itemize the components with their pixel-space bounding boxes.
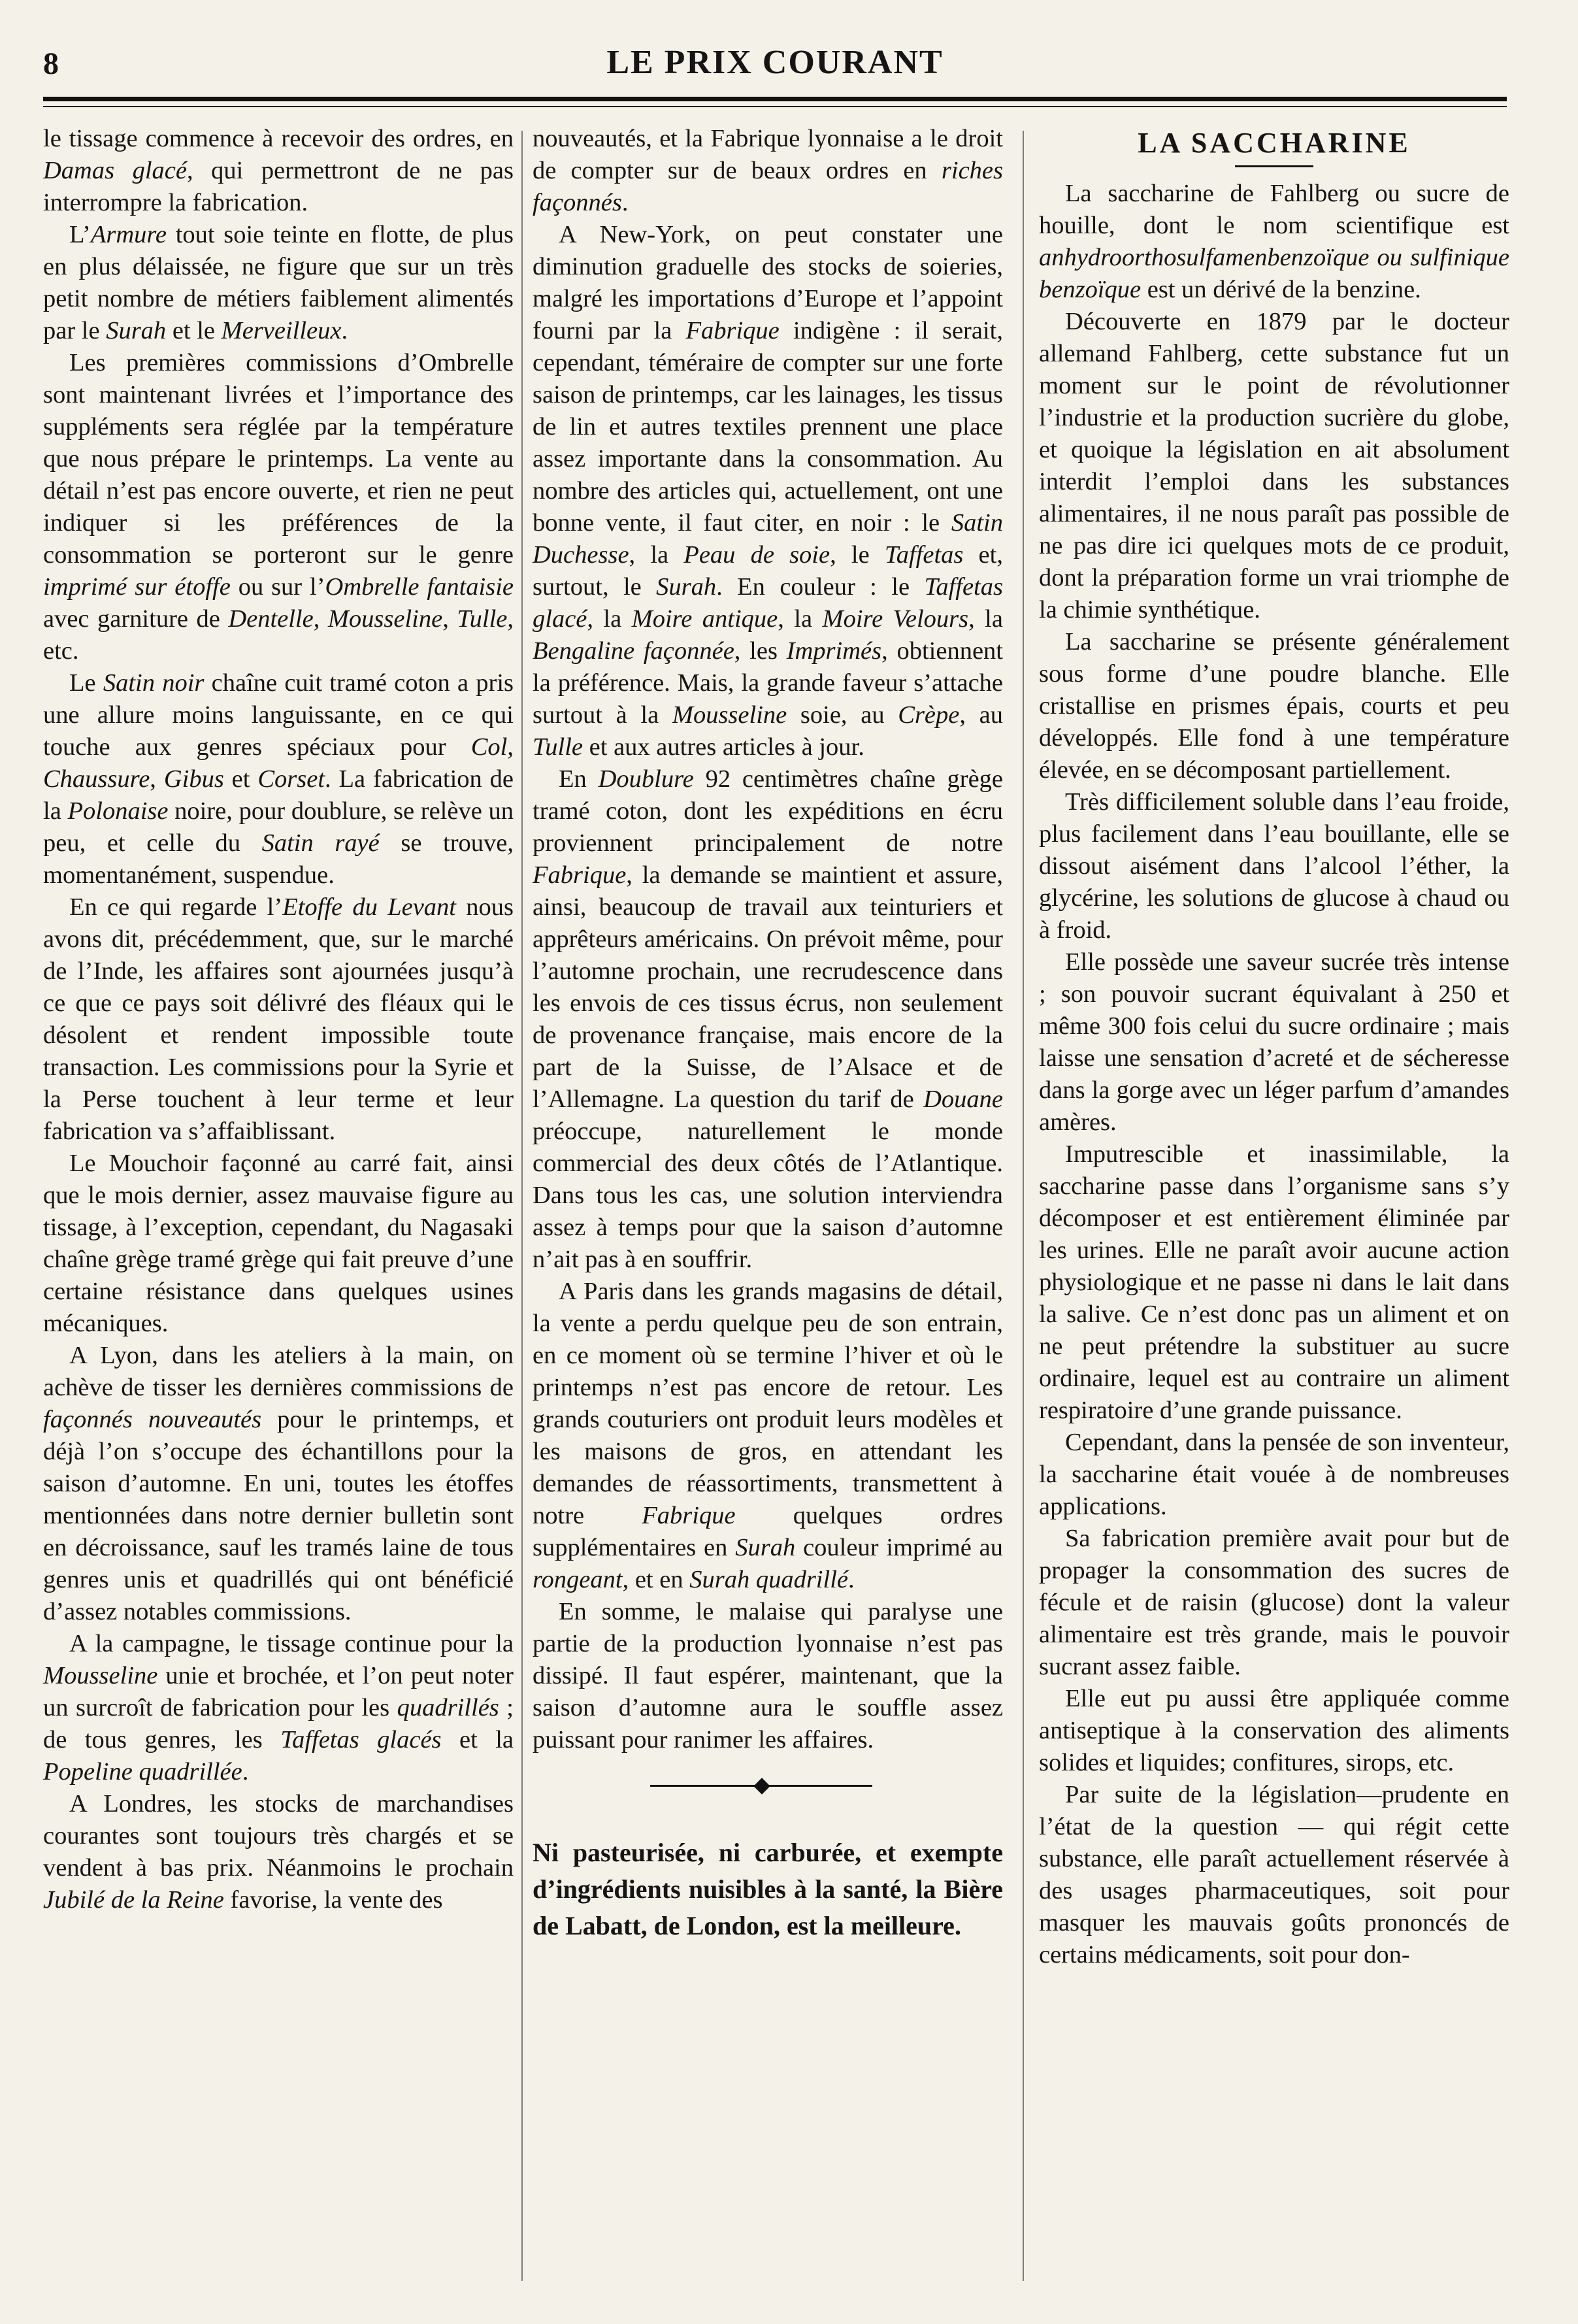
text-run: est un dérivé de la benzine. — [1141, 276, 1421, 303]
journal-title: LE PRIX COURANT — [606, 44, 944, 81]
italic-term: Jubilé de la Reine — [43, 1886, 224, 1914]
text-run: pour le printemps, et déjà l’on s’occupe des échantillons pour la saison d’automne. En uni, toutes les étoffes mentionnées dans notre dernier bulletin sont en décroissance, sauf les tramés laine de tous genres unis et quadrillés qui ont bénéficié d’assez notables commissions. — [43, 1406, 514, 1625]
text-run: avec garniture de — [43, 605, 229, 633]
text-run: Par suite de la législation—prudente en l’état de la question — qui régit cette substance, elle paraît actuellement réservée à des usages pharmaceutiques, soit pour masquer les mauvais goûts prononcés de certains médicaments, soit pour don- — [1039, 1781, 1509, 1968]
italic-term: façonnés nouveautés — [43, 1406, 262, 1433]
page-number: 8 — [43, 46, 59, 81]
paragraph — [1039, 306, 1509, 626]
header-rule-thin — [43, 106, 1507, 107]
italic-term: Armure — [90, 221, 167, 248]
paragraph — [1039, 1779, 1509, 1971]
text-run: Imputrescible et inassimilable, la saccharine passe dans l’organisme sans s’y décomposer et est entièrement éliminée par les urines. Elle ne paraît avoir aucune action physiologique et ne passe ni dans le lait dans la salive. Ce n’est donc pas un aliment et on ne peut prétendre la substituer au sucre ordinaire, lequel est au contraire un aliment respiratoire d’une grande puissance. — [1039, 1140, 1509, 1424]
text-run: . — [242, 1758, 249, 1785]
text-run: tout soie teinte en flotte, de plus en plus délaissée, ne figure que sur un très petit nombre de métiers faiblement alimentés par le — [43, 221, 514, 344]
paragraph — [533, 763, 1003, 1276]
text-run: La saccharine de Fahlberg ou sucre de houille, dont le nom scientifique est — [1039, 180, 1509, 239]
text-run: et aux autres articles à jour. — [583, 733, 864, 761]
text-run: favorise, la vente des — [223, 1886, 443, 1914]
italic-term: Ombrelle fantaisie — [325, 573, 514, 601]
text-run: et la — [441, 1726, 514, 1753]
paragraph — [43, 347, 514, 667]
text-run: 92 centimètres chaîne grège tramé coton, dont les expéditions en écru proviennent principalement de notre — [533, 765, 1003, 857]
title-rule — [1235, 165, 1313, 167]
text-run: . — [848, 1566, 855, 1593]
text-run: indigène : il serait, cependant, téméraire de compter sur une forte saison de printemps, car les lainages, les tissus de lin et autres textiles prennent une place assez importante dans la consommation. Au nombre des articles qui, actuellement, ont une bonne vente, il faut citer, en noir : le — [533, 317, 1003, 537]
text-run: , obtiennent la préférence. Mais, la grande faveur s’attache surtout à la — [533, 637, 1003, 729]
paragraph — [533, 1276, 1003, 1596]
paragraph — [43, 1788, 514, 1916]
text-run: La saccharine se présente généralement sous forme d’une poudre blanche. Elle cristallise en prismes épais, courts et peu développés. Elle fond à une température élevée, en se décomposant partiellement. — [1039, 628, 1509, 784]
article-body — [1039, 178, 1509, 1971]
italic-term: Mousseline — [43, 1662, 158, 1689]
text-run: En — [559, 765, 599, 793]
italic-term: Peau de soie — [683, 541, 830, 569]
text-run: . — [621, 189, 629, 216]
italic-term: Douane — [923, 1086, 1003, 1113]
text-run: et — [223, 765, 258, 793]
ornamental-divider — [533, 1763, 1003, 1808]
text-run: se trouve, momentanément, suspendue. — [43, 829, 514, 889]
italic-term: Satin noir — [103, 669, 205, 697]
text-run: A New-York, on peut constater une diminution graduelle des stocks de soieries, malgré les importations d’Europe et l’appoint fourni par la — [533, 221, 1003, 344]
paragraph — [533, 219, 1003, 763]
page-header — [43, 39, 1507, 91]
text-run: , la — [968, 605, 1003, 633]
text-run: Cependant, dans la pensée de son inventeur, la saccharine était vouée à de nombreuses applications. — [1039, 1429, 1509, 1520]
italic-term: Taffetas glacé — [533, 573, 1003, 633]
italic-term: Bengaline façonnée — [533, 637, 734, 665]
text-run: . — [341, 317, 348, 344]
article-title: LA SACCHARINE — [1138, 127, 1411, 159]
italic-term: Surah quadrillé — [689, 1566, 848, 1593]
text-run: chaîne cuit tramé coton a pris une allure moins languissante, en ce qui touche aux genres spéciaux pour — [43, 669, 514, 761]
text-run: Elle possède une saveur sucrée très intense ; son pouvoir sucrant équivalant à 250 et même 300 fois celui du sucre ordinaire ; mais laisse une sensation d’acreté et de sécheresse dans la gorge avec un léger parfum d’amandes amères. — [1039, 948, 1509, 1136]
italic-term: Moire Velours — [822, 605, 969, 633]
text-run: , au — [959, 701, 1004, 729]
italic-term: Mousseline — [672, 701, 787, 729]
text-run: , — [442, 605, 457, 633]
italic-term: Tulle — [533, 733, 584, 761]
italic-term: riches façonnés — [533, 157, 1003, 216]
paragraph — [43, 123, 514, 219]
paragraph — [1039, 1427, 1509, 1523]
italic-term: Fabrique — [533, 861, 627, 889]
column-separator — [521, 131, 523, 2281]
italic-term: Satin rayé — [261, 829, 380, 857]
column-3 — [1039, 123, 1509, 1971]
beer-advertisement: Ni pasteurisée, ni carburée, et exempte d’ingrédients nuisibles à la santé, la Bière de Labatt, de London, est la meilleure. — [533, 1838, 1003, 1940]
text-run: Très difficilement soluble dans l’eau froide, plus facilement dans l’eau bouillante, elle se dissout aisément dans l’alcool l’éther, la glycérine, les solutions de glucose à chaud ou à froid. — [1039, 788, 1509, 944]
divider-diamond-icon — [753, 1778, 770, 1794]
text-run: le tissage commence à recevoir des ordres, en — [43, 125, 514, 152]
text-run: A Lyon, dans les ateliers à la main, on achève de tisser les dernières commissions de — [43, 1342, 514, 1401]
italic-term: Taffetas glacés — [280, 1726, 442, 1753]
italic-term: Mousseline — [327, 605, 443, 633]
text-run: Elle eut pu aussi être appliquée comme antiseptique à la conservation des aliments solides et liquides; confitures, sirops, etc. — [1039, 1685, 1509, 1776]
text-run: En somme, le malaise qui paralyse une partie de la production lyonnaise n’est pas dissipé. Il faut espérer, maintenant, que la saison d’automne aura le souffle assez puissant pour ranimer les affaires. — [533, 1598, 1003, 1753]
italic-term: rongeant — [533, 1566, 623, 1593]
italic-term: Polonaise — [67, 797, 169, 825]
italic-term: Tulle — [457, 605, 508, 633]
italic-term: Surah — [656, 573, 717, 601]
paragraph — [43, 219, 514, 347]
italic-term: Fabrique — [685, 317, 780, 344]
italic-term: Dentelle — [228, 605, 314, 633]
paragraph — [43, 1148, 514, 1340]
italic-term: imprimé sur étoffe — [43, 573, 231, 601]
text-run: . La fabrication de la — [43, 765, 514, 825]
text-run: , — [150, 765, 164, 793]
text-run: Le — [69, 669, 103, 697]
column-2-text — [533, 123, 1003, 1756]
paragraph — [43, 891, 514, 1148]
italic-term: Moire antique — [631, 605, 778, 633]
italic-term: Popeline quadrillée — [43, 1758, 242, 1785]
text-run: quelques ordres supplémentaires en — [533, 1502, 1003, 1561]
italic-term: Satin Duchesse — [533, 509, 1003, 569]
italic-term: anhydroorthosulfamenbenzoïque ou sulfinique benzoïque — [1039, 244, 1509, 303]
text-run: Les premières commissions d’Ombrelle sont maintenant livrées et l’importance des suppléments sera réglée par la température que nous prépare le printemps. La vente au détail n’est pas encore ouverte, et rien ne peut indiquer si les préférences de la consommation se porteront sur le genre — [43, 349, 514, 569]
paragraph — [1039, 786, 1509, 946]
italic-term: Fabrique — [642, 1502, 736, 1529]
italic-term: Merveilleux — [221, 317, 342, 344]
text-run: couleur imprimé au — [795, 1534, 1004, 1561]
column-2 — [533, 123, 1003, 1944]
text-run: nous avons dit, précédemment, que, sur le marché de l’Inde, les affaires sont ajournées jusqu’à ce que ce pays soit délivré des fléaux qui le désolent et rendent impossible toute transaction. Les commissions pour la Syrie et la Perse touchent à leur terme et leur fabrication va s’affaiblissant. — [43, 893, 514, 1145]
text-run: , la — [629, 541, 684, 569]
text-run: Le Mouchoir façonné au carré fait, ainsi que le mois dernier, assez mauvaise figure au tissage, à l’exception, cependant, du Nagasaki chaîne grège tramé grège qui fait preuve d’une certaine résistance dans quelques usines mécaniques. — [43, 1150, 514, 1337]
italic-term: Damas glacé — [43, 157, 187, 184]
text-run: Découverte en 1879 par le docteur allemand Fahlberg, cette substance fut un moment sur le point de révolutionner l’industrie et la production sucrière du globe, et quoique la législation en ait absolument interdit l’emploi dans les substances alimentaires, il ne nous paraît pas possible de ne pas dire ici quelques mots de ce produit, dont la préparation forme un vrai triomphe de la chimie synthétique. — [1039, 308, 1509, 623]
italic-term: Col — [470, 733, 508, 761]
italic-term: Surah — [735, 1534, 796, 1561]
text-run: , la — [778, 605, 823, 633]
paragraph — [533, 1596, 1003, 1756]
italic-term: Surah — [106, 317, 167, 344]
paragraph — [1039, 1138, 1509, 1427]
text-run: L’ — [69, 221, 91, 248]
text-run: A la campagne, le tissage continue pour la — [69, 1630, 514, 1657]
text-run: , la — [587, 605, 632, 633]
italic-term: Imprimés — [786, 637, 882, 665]
text-run: . En couleur : le — [716, 573, 925, 601]
italic-term: Etoffe du Levant — [282, 893, 456, 921]
text-run: , et en — [622, 1566, 690, 1593]
text-run: et, surtout, le — [533, 541, 1003, 601]
text-run: , — [313, 605, 328, 633]
header-rule-thick — [43, 97, 1507, 101]
text-run: nouveautés, et la Fabrique lyonnaise a le droit de compter sur de beaux ordres en — [533, 125, 1003, 184]
paragraph — [43, 1340, 514, 1628]
column-separator — [1023, 131, 1024, 2281]
column-1 — [43, 123, 514, 1916]
text-run: préoccupe, naturellement le monde commercial des deux côtés de l’Atlantique. Dans tous les cas, une solution interviendra assez à temps pour que la saison d’automne n’ait pas à en souffrir. — [533, 1118, 1003, 1273]
text-run: , le — [830, 541, 885, 569]
text-run: , etc. — [43, 605, 514, 665]
text-run: A Londres, les stocks de marchandises courantes sont toujours très chargés et se vendent à bas prix. Néanmoins le prochain — [43, 1790, 514, 1882]
text-run: noire, pour doublure, se relève un peu, et celle du — [43, 797, 514, 857]
italic-term: Crèpe — [898, 701, 960, 729]
italic-term: Gibus — [163, 765, 224, 793]
italic-term: quadrillés — [397, 1694, 499, 1721]
paragraph — [1039, 1523, 1509, 1683]
text-run: , — [507, 733, 514, 761]
text-run: , les — [734, 637, 787, 665]
text-run: soie, au — [787, 701, 898, 729]
paragraph — [1039, 946, 1509, 1138]
text-run: , qui permettront de ne pas interrompre la fabrication. — [43, 157, 514, 216]
text-run: unie et brochée, et l’on peut noter un surcroît de fabrication pour les — [43, 1662, 514, 1721]
text-run: ; de tous genres, les — [43, 1694, 514, 1753]
italic-term: Chaussure — [43, 765, 150, 793]
italic-term: Corset — [257, 765, 325, 793]
text-run: ou sur l’ — [230, 573, 325, 601]
text-run: A Paris dans les grands magasins de détail, la vente a perdu quelque peu de son entrain, en ce moment où se termine l’hiver et où le printemps n’est pas encore de retour. Les grands couturiers ont produit leurs modèles et les maisons de gros, en attendant les demandes de réassortiments, transmettent à notre — [533, 1278, 1003, 1529]
text-run: , la demande se maintient et assure, ainsi, beaucoup de travail aux teinturiers et apprêteurs américains. On prévoit même, pour l’automne prochain, une recrudescence dans les envois de ces tissus écrus, non seulement de provenance française, mais encore de la part de la Suisse, de l’Alsace et de l’Allemagne. La question du tarif de — [533, 861, 1003, 1113]
paragraph — [1039, 1683, 1509, 1779]
text-run: et le — [166, 317, 222, 344]
paragraph — [533, 123, 1003, 219]
paragraph — [1039, 626, 1509, 786]
paragraph — [1039, 178, 1509, 306]
italic-term: Doublure — [598, 765, 694, 793]
paragraph — [43, 1628, 514, 1788]
italic-term: Taffetas — [884, 541, 964, 569]
text-run: En ce qui regarde l’ — [69, 893, 283, 921]
paragraph — [43, 667, 514, 891]
text-run: Sa fabrication première avait pour but de propager la consommation des sucres de fécule et de raisin (glucose) dont la valeur alimentaire est très grande, mais le pouvoir sucrant assez faible. — [1039, 1525, 1509, 1680]
